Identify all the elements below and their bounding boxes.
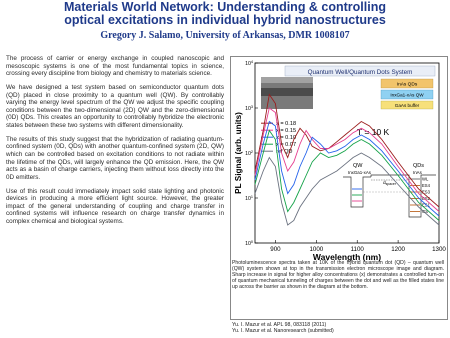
reference-2: Yu. I. Mazur et al. Nanoresearch (submitted) [232,328,334,335]
energy-level-label-5: GS [422,209,429,214]
spacer-label: $d_{spacer}$ [383,181,396,186]
chart-curves [255,92,439,226]
energy-level-label-0: WL [422,176,429,182]
y-axis-label: PL Signal (arb. units) [234,112,243,194]
title-line-2: optical excitations in individual hybrid nanostructures [64,13,386,27]
x-tick-label-3: 1200 [391,246,405,253]
reference-1: Yu. I. Mazur et al. APL 98, 083118 (2011) [232,322,327,328]
title-line-1: Materials World Network: Understanding & controlling [63,0,386,14]
legend-label-4: ref QD [276,149,293,155]
qw-label: QW [353,163,363,169]
paragraph-1: The process of carrier or energy exchange in coupled nanoscopic and mesoscopic systems is one of the most fundamental topics in science, crossing every discipline from biology and chemistry to materials science. [6,55,224,78]
body-text [6,55,224,232]
legend-label-1: x = 0.15 [276,128,297,134]
qds-composition: InAs [413,170,422,175]
temperature-label: T = 10 K [357,127,390,137]
layer-diagram [381,79,433,109]
svg-text:GaAs buffer: GaAs buffer [394,103,420,108]
svg-text:InxGa1-xAs QW: InxGa1-xAs QW [390,92,424,98]
pl-spectrum-chart [231,57,447,262]
legend-label-3: x = 0.07 [276,142,297,148]
y-tick-label-1: $10^1$ [245,195,253,202]
y-tick-label-3: $10^3$ [245,105,253,112]
paragraph-3: The results of this study suggest that the hybridization of radiating quantum-confined system (0D, QDs) with another quantum-confined system (2D, QW) which can be controlled based on excitation conditions to not radiate within the lifetime of the QDs, will largely enhance the QD emission. Here, the QW acts as a basin of charge carriers, injecting them without loss directly into the 0D emitters. [6,135,224,181]
inset-header-label: Quantum Well/Quantum Dots System [307,69,413,76]
energy-level-label-3: ES2 [422,196,430,201]
legend-label-2: x = 0.10 [276,135,297,141]
qds-label: QDs [413,163,424,169]
author-line: Gregory J. Salamo, University of Arkansas, DMR 1008107 [100,30,350,41]
paragraph-4: Use of this result could immediately impact solid state lighting and photonic devices in producing a more efficient light source. However, the greater impact of the general understanding of coupling and charge transfer in confined systems will influence research on charge transfer dynamics in complex chemical and biological systems. [6,187,224,225]
paragraph-2: We have designed a test system based on semiconductor quantum dots (QD) placed in close proximity to a quantum well (QW). By controllably varying the energy level spectrum of the QW we adjust the specific coupling conditions between the two-dimensional (2D) QW and the zero-dimensional (0D) QDs. This creates an opportunity to controllably hybridize the electronic states between these two systems with different dimensionality. [6,84,224,129]
references [232,322,444,335]
x-tick-label-4: 1300 [432,246,446,253]
poster-title [0,1,450,27]
qw-composition: InxGa1-xAs [348,170,371,175]
x-tick-label-0: 900 [270,246,281,253]
tem-image-top [261,77,313,83]
x-tick-label-2: 1100 [350,246,364,253]
svg-text:InAs QDs: InAs QDs [396,82,418,88]
figure-caption: Photoluminescence spectra taken at 10K of the hybrid quantum dot (QD) – quantum well (QW) system shown at top in the transmission electron microscope image and diagram. Sharp increase in signal for higher alloy concentrations (x) demonstrates a controlled turn-on of quantum mechanical tunneling of charges between the dot and well as the filled states line up across the barrier as shown in the diagram at the bottom. [232,260,444,291]
energy-level-label-2: ES3 [422,189,430,195]
energy-level-diagram [343,163,436,217]
x-axis-label: Wavelength (nm) [312,252,382,262]
y-axis [245,60,258,247]
x-tick-label-1: 1000 [309,246,324,253]
y-tick-label-2: $10^2$ [245,150,253,157]
y-tick-label-0: $10^0$ [245,240,253,247]
energy-level-label-4: ES1 [422,202,430,208]
y-tick-label-4: $10^4$ [245,60,253,67]
energy-level-label-1: ES4 [422,183,430,188]
legend-label-0: x = 0.18 [276,121,297,127]
